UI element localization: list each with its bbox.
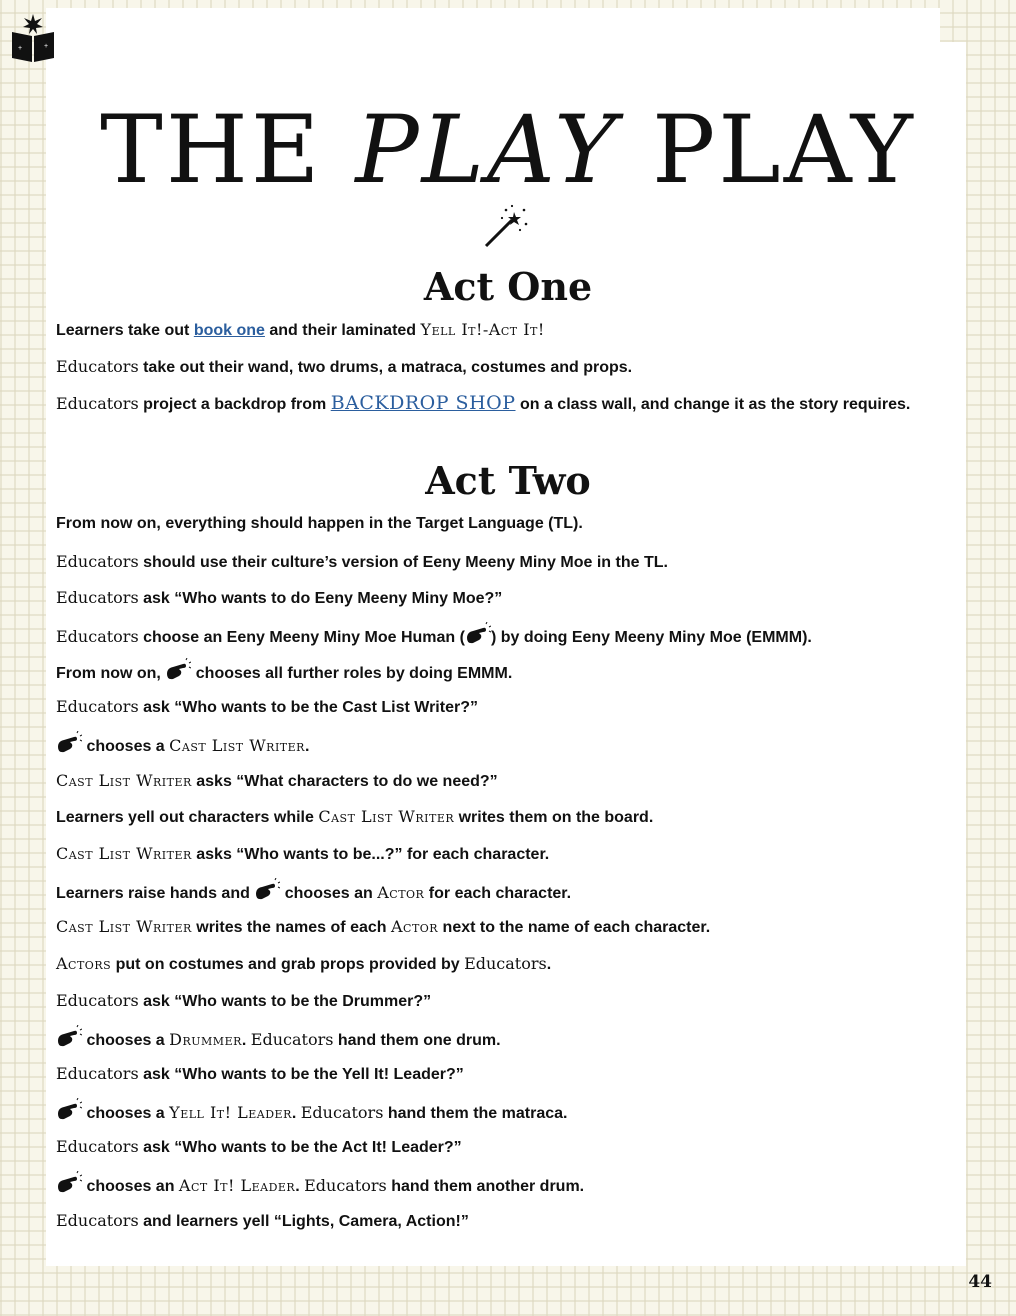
backdrop-shop-link[interactable]: BACKDROP SHOP <box>330 392 516 414</box>
svg-text:+: + <box>18 45 23 52</box>
act-two-line-11: Learners raise hands and chooses an Actor for each character. <box>56 878 571 903</box>
act-two-line-18: Educators ask “Who wants to be the Act It! Leader?” <box>56 1137 462 1156</box>
magic-wand-icon <box>482 204 530 250</box>
act-two-line-9: Learners yell out characters while Cast List Writer writes them on the board. <box>56 807 654 826</box>
title-play: PLAY <box>652 96 916 205</box>
act-two-heading: Act Two <box>425 458 591 503</box>
page-title <box>0 96 1016 206</box>
act-one-heading: Act One <box>423 264 593 309</box>
act-two-line-4: Educators choose an Eeny Meeny Miny Moe Human ( ) by doing Eeny Meeny Miny Moe (EMMM). <box>56 622 812 647</box>
pointing-hand-icon <box>56 1171 82 1195</box>
act-two-line-15: chooses a Drummer. Educators hand them one drum. <box>56 1025 501 1050</box>
pointing-hand-icon <box>56 1025 82 1049</box>
svg-text:+: + <box>44 43 49 50</box>
pointing-hand-icon <box>56 731 82 755</box>
book-icon <box>8 12 58 64</box>
act-two-line-12: Cast List Writer writes the names of each Actor next to the name of each character. <box>56 917 711 936</box>
book-one-link[interactable]: book one <box>193 322 265 339</box>
act-two-line-3: Educators ask “Who wants to do Eeny Meeny Miny Moe?” <box>56 588 503 607</box>
act-two-line-19: chooses an Act It! Leader. Educators hand them another drum. <box>56 1171 584 1196</box>
act-one-line-1: Learners take out book one and their laminated Yell It!-Act It! <box>56 320 545 339</box>
pointing-hand-icon <box>165 658 191 682</box>
act-two-line-20: Educators and learners yell “Lights, Camera, Action!” <box>56 1211 469 1230</box>
pointing-hand-icon <box>465 622 491 646</box>
act-two-line-14: Educators ask “Who wants to be the Drummer?” <box>56 991 432 1010</box>
title-the: THE <box>100 96 323 205</box>
act-one-line-2: Educators take out their wand, two drums, a matraca, costumes and props. <box>56 357 633 376</box>
act-two-line-8: Cast List Writer asks “What characters to do we need?” <box>56 771 498 790</box>
page-panel-right <box>938 80 966 1266</box>
pointing-hand-icon <box>254 878 280 902</box>
act-two-line-7: chooses a Cast List Writer. <box>56 731 309 756</box>
act-two-line-16: Educators ask “Who wants to be the Yell It! Leader?” <box>56 1064 464 1083</box>
act-two-line-13: Actors put on costumes and grab props provided by Educators. <box>56 954 552 973</box>
act-one-line-3: Educators project a backdrop from BACKDROP SHOP on a class wall, and change it as the story requires. <box>56 392 911 414</box>
yell-it-act-it: Yell It!-Act It! <box>420 320 545 339</box>
act-two-line-6: Educators ask “Who wants to be the Cast List Writer?” <box>56 697 478 716</box>
act-two-line-10: Cast List Writer asks “Who wants to be...?” for each character. <box>56 844 550 863</box>
act-two-line-5: From now on, chooses all further roles by doing EMMM. <box>56 658 512 683</box>
act-two-line-1: From now on, everything should happen in the Target Language (TL). <box>56 515 583 532</box>
title-play-italic: PLAY <box>355 96 620 205</box>
pointing-hand-icon <box>56 1098 82 1122</box>
act-two-line-2: Educators should use their culture’s version of Eeny Meeny Miny Moe in the TL. <box>56 552 668 571</box>
act-two-line-17: chooses a Yell It! Leader. Educators hand them the matraca. <box>56 1098 567 1123</box>
page-number: 44 <box>968 1272 992 1292</box>
